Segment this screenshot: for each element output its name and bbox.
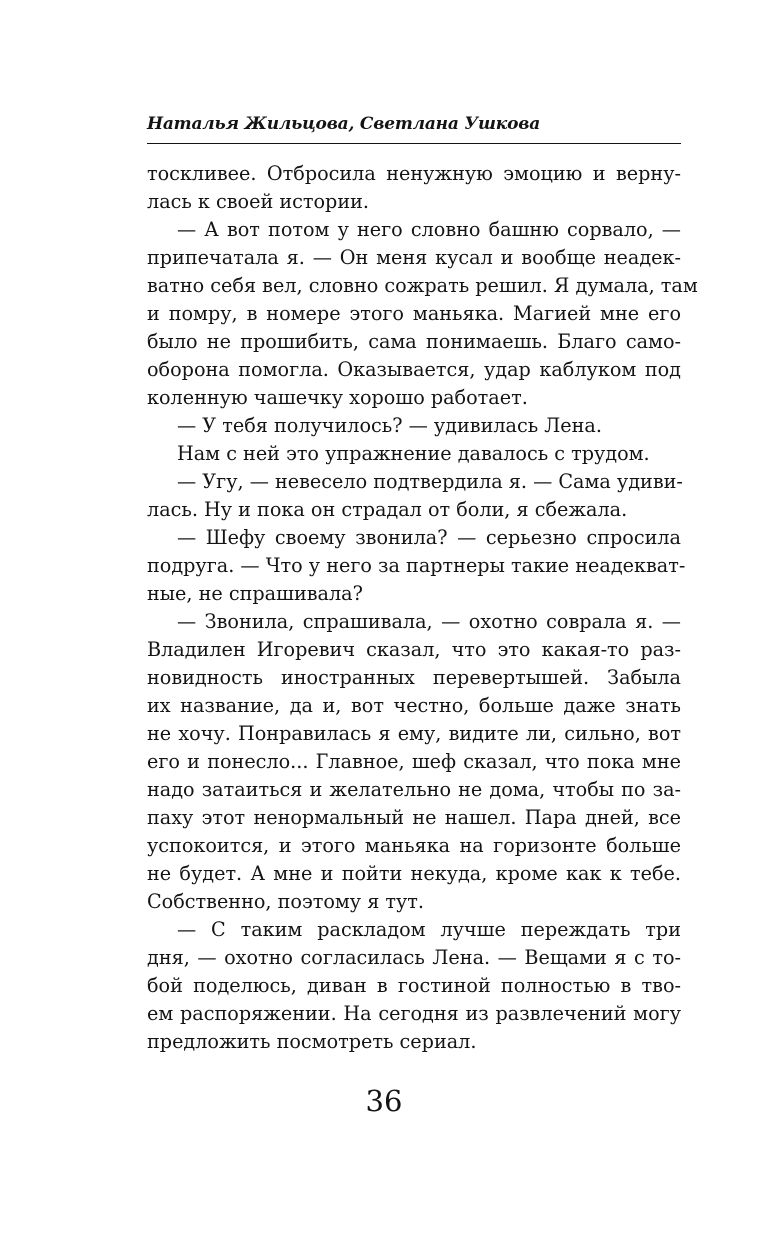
text-line: оборона помогла. Оказывается, удар каблуком под [147,358,681,381]
text-line: ем распоряжении. На сегодня из развлечений могу [147,1002,681,1025]
text-line: не будет. А мне и пойти некуда, кроме как к тебе. [147,862,681,885]
text-line: успокоится, и этого маньяка на горизонте больше [147,834,681,857]
text-line: ватно себя вел, словно сожрать решил. Я думала, там [147,274,698,297]
text-line: было не прошибить, сама понимаешь. Благо само- [147,330,681,353]
page-number: 36 [365,1084,403,1118]
text-line: тоскливее. Отбросила ненужную эмоцию и верну- [147,162,681,185]
text-line: Владилен Игоревич сказал, что это какая-то раз- [147,638,681,661]
text-line: коленную чашечку хорошо работает. [147,386,528,409]
text-line: ные, не спрашивала? [147,582,363,605]
text-line: лась к своей истории. [147,190,370,213]
running-title: Наталья Жильцова, Светлана Ушкова [147,114,541,134]
text-line: подруга. — Что у него за партнеры такие неадекват- [147,554,686,577]
text-line: — Звонила, спрашивала, — охотно соврала я. — [177,610,681,633]
page-body [147,160,698,1056]
text-line: — С таким раскладом лучше переждать три [177,918,681,941]
text-line: предложить посмотреть сериал. [147,1030,477,1053]
text-line: лась. Ну и пока он страдал от боли, я сбежала. [147,498,628,521]
text-line: надо затаиться и желательно не дома, чтобы по за- [147,778,681,801]
text-line: — А вот потом у него словно башню сорвало, — [177,218,681,241]
header-rule [147,143,681,144]
text-line: новидность иностранных перевертышей. Забыла [147,666,681,689]
text-line: его и понесло... Главное, шеф сказал, что пока мне [147,750,681,773]
running-header [147,108,681,144]
text-line: — Угу, — невесело подтвердила я. — Сама удиви- [177,470,683,493]
text-line: дня, — охотно согласилась Лена. — Вещами я с то- [147,946,681,969]
text-line: — У тебя получилось? — удивилась Лена. [177,414,602,437]
text-line: бой поделюсь, диван в гостиной полностью в тво- [147,974,681,997]
text-line: их название, да и, вот честно, больше даже знать [147,694,681,717]
text-line: и помру, в номере этого маньяка. Магией мне его [147,302,681,325]
text-line: Собственно, поэтому я тут. [147,890,425,913]
text-line: припечатала я. — Он меня кусал и вообще неадек- [147,246,681,269]
text-line: не хочу. Понравилась я ему, видите ли, сильно, вот [147,722,681,745]
text-line: Нам с ней это упражнение давалось с трудом. [177,442,650,465]
text-line: паху этот ненормальный не нашел. Пара дней, все [147,806,681,829]
text-line: — Шефу своему звонила? — серьезно спросила [177,526,681,549]
